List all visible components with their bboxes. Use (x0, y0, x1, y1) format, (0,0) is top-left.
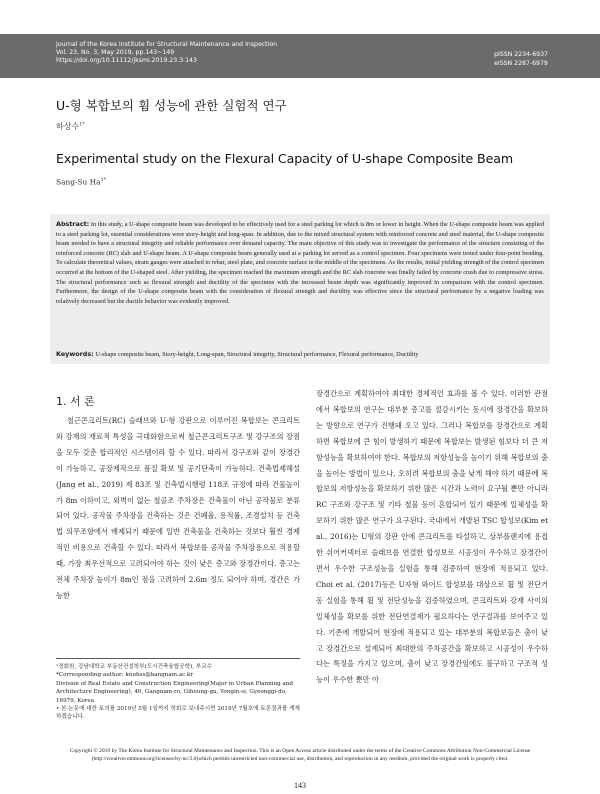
body-column-left (56, 413, 300, 604)
footnote-address: Division of Real Estate and Construction Engineering(Major in Urban Planning and Architecture Engineering), 40, Gangnam-ro, Giheung-gu, Yongin-si, Gyeonggi-do, 16979, Korea (56, 680, 293, 704)
title-english: Experimental study on the Flexural Capacity of U-shape Composite Beam (56, 151, 514, 166)
author-english-mark: 1* (100, 177, 107, 183)
copyright-notice: Copyright © 2019 by The Korea Institute for Structural Maintenance and Inspection. This is an Open Access article distributed under the terms of the Creative Commons Attribution Non-Commercial License (http://creativecommons.org/licenses/by-nc/3.0)which permits unrestricted non-commercial use, distribution, and reproduction in any medium, provided the original work is properly cited. (69, 748, 531, 763)
author-english-name: Sang-Su Ha (56, 177, 101, 187)
journal-volume: Vol. 23, No. 3, May 2019, pp.143~149 (56, 49, 175, 56)
footnote-discussion: • 본 논문에 대한 토의를 2019년 5월 1일까지 학회로 보내주시면 2019년 7월호에 토론결과를 게재하겠습니다. (56, 706, 300, 721)
author-korean-name: 하상수 (56, 122, 80, 131)
footnote-divider (56, 658, 300, 659)
pissn: pISSN 2234-6937 (494, 51, 548, 58)
section-heading-introduction: 1. 서 론 (56, 395, 95, 408)
journal-doi[interactable]: https://doi.org/10.11112/jksmi.2019.23.3.143 (56, 57, 197, 64)
footnotes (56, 663, 300, 722)
body-column-right (316, 386, 548, 688)
abstract-body: In this study, a U-shape composite beam was developed to be effectively used for a steel parking lot which is 8m or lower in height. When the U-shape composite beam was applied to a steel parking lot, essential considerations were story-height and long-span. In addition, due to the mixed structural system with reinforced concrete and steel material, the U-shape composite beam needed to have a structural integrity and reliable performance over demand capacity. The main objective of this study was to investigate the performance of the structure consisting of the reinforced concrete (RC) slab and U-shape beam. A U-shape composite beam generally used at a parking lot served as a control specimen. Four specimens were tested under four-point bending. To calculate theoretical values, strain gauges were attached to rebar, steel plate, and concrete surface in the middle of the specimens. As the results, initial yielding strength of the control specimen occurred at the bottom of the U-shaped steel. After yielding, the specimen reached the maximum strength and the RC slab concrete was finally failed by concrete crush due to compressive stress. The structural performance such as flexural strength and ductility of the specimen with the increased beam depth was significantly improved in comparison with the control specimen. Furthermore, the design of the U-shape composite beam with the consideration of flexural strength and ductility was effective since the structural performance by a negative loading was relatively decreased but the ductile behavior was evidently improved. (56, 221, 545, 305)
author-korean (56, 121, 85, 132)
author-english (56, 177, 106, 186)
body-paragraph: 철근콘크리트(RC) 슬래브와 U-형 강판으로 이루어진 복합보는 콘크리트와 강재의 재료적 특성을 극대화함으로써 철근콘크리트구조 및 강구조의 장점을 모두 갖춘 합리적인 시스템이라 할 수 있다. 따라서 강구조와 같이 장경간이 가능하고, 공장제작으로 품질 확보 및 공기단축이 가능하다. 건축법제해설(Jang et al., 2019) 제 83조 및 건축법시행령 118조 규정에 따라 건물높이가 8m 이하이고, 외벽이 없는 철골조 주차장은 건축물이 아닌 공작물로 분류되어 있다. 공작물 주차장을 건축하는 것은 건폐율, 용적률, 조경설치 등 건축법 의무조항에서 배제되기 때문에 일반 건축물을 건축하는 것보다 훨씬 경제적인 비용으로 건축할 수 있다. 따라서 복합보를 공작물 주차장용으로 적용할 때, 가장 최우선적으로 고려되어야 하는 것이 낮은 층고와 장경간이다. 층고는 전체 주차장 높이가 8m인 점을 고려하여 2.6m 정도 되어야 하며, 경간은 가능한 (56, 416, 300, 600)
abstract (56, 220, 544, 306)
body-paragraph: 장경간으로 계획하여야 최대한 경제적인 효과를 볼 수 있다. 이러한 관점에서 복합보의 연구는 대부분 층고를 절감시키는 동시에 장경간을 확보하는 방향으로 연구가 진행돼 오고 있다. 그러나 복합보를 장경간으로 계획하면 복합보에 큰 힘이 발생하기 때문에 복합보는 발생된 힘보다 더 큰 저항성능을 확보하여야 한다. 복합보의 저항성능을 높이기 위해 복합보의 춤을 높이는 방법이 있으나, 오히려 복합보의 춤을 낮게 해야 하기 때문에 복합보의 저항성능을 확보하기 위한 많은 시간과 노력이 요구될 뿐만 아니라 RC 구조와 강구조 및 기타 철물 등이 혼합되어 있기 때문에 일체성을 확보하기 위한 많은 연구가 요구된다. 국내에서 개발된 TSC 합성보(Kim et al., 2016)는 U형의 강판 안에 콘크리트를 타설하고, 상부플랜지에 용접한 쉬어커넥터로 슬래브를 연결한 합성보로 시공성이 우수하고 장경간이면서 우수한 구조성능을 실험을 통해 검증하여 현장에 적용되고 있다. Choi et al. (2017)등은 U자형 와이드 합성보를 대상으로 휨 및 전단거동 실험을 통해 휨 및 전단성능을 검증하였으며, 콘크리트와 강재 사이의 일체성을 확보를 위한 전단연결재가 필요하다는 연구결과를 보여주고 있다. 기존에 개발되어 현장에 적용되고 있는 대부분의 복합보들은 춤이 낮고 장경간으로 설계되어 최대한의 주차공간을 확보하고 시공성이 우수하다는 특징을 가지고 있으며, 춤이 낮고 장경간임에도 불구하고 구조적 성능이 우수한 뿐만 아 (316, 389, 548, 685)
title-korean: U-형 복합보의 휨 성능에 관한 실험적 연구 (56, 98, 287, 113)
journal-name: Journal of the Korea Institute for Structural Maintenance and Inspection (56, 41, 278, 48)
footnote-affiliation: ¹정회원, 강남대학교 부동산건설학부(도시건축융합공학), 부교수 (56, 664, 212, 670)
keywords-body: U-shape composite beam, Story-height, Long-span, Structural integrity, Structural performance, Flexural performance, Ductility (95, 351, 419, 358)
journal-info (56, 41, 277, 65)
author-korean-mark: 1* (79, 121, 85, 128)
keywords (56, 350, 544, 358)
page-number: 143 (294, 781, 306, 790)
abstract-label: Abstract: (56, 220, 90, 228)
keywords-label: Keywords: (56, 350, 94, 358)
eissn: eISSN 2287-6979 (494, 59, 548, 67)
footnote-corresponding: *Corresponding author: knuhss@kangnam.ac.kr (56, 672, 194, 679)
issn-info (494, 51, 548, 68)
